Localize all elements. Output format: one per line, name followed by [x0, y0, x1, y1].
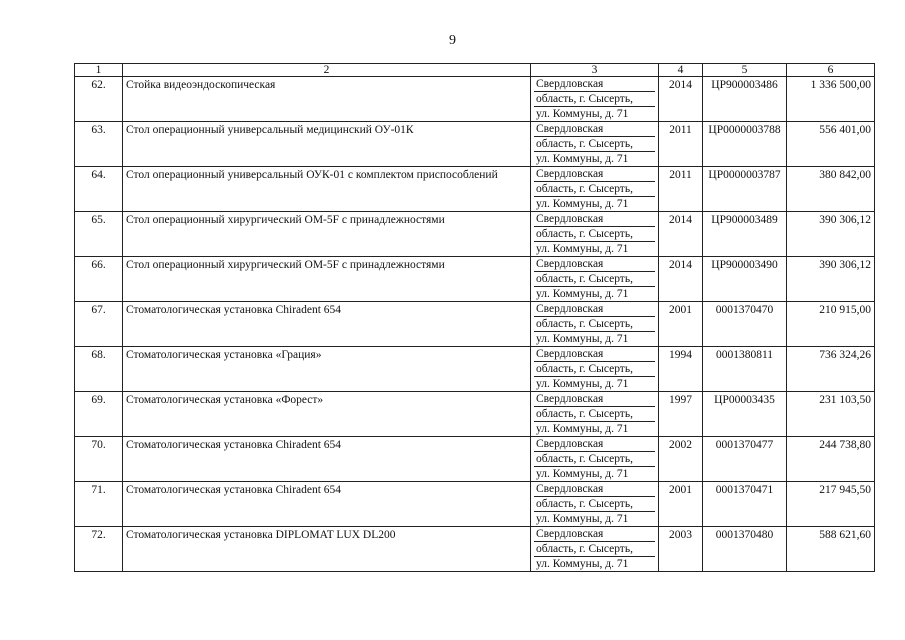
- asset-name: Стоматологическая установка Chiradent 654: [123, 302, 531, 347]
- inventory-number: 0001380811: [703, 347, 787, 392]
- inventory-number: ЦР900003486: [703, 77, 787, 122]
- address-line: ул. Коммуны, д. 71: [536, 558, 629, 570]
- address-line: Свердловская: [534, 392, 655, 407]
- asset-address: [531, 347, 659, 392]
- commission-year: 1994: [659, 347, 703, 392]
- row-number: 68.: [75, 347, 123, 392]
- asset-address: [531, 257, 659, 302]
- address-line: область, г. Сысерть,: [534, 272, 655, 287]
- commission-year: 2011: [659, 122, 703, 167]
- book-value: 390 306,12: [787, 257, 875, 302]
- page-number: 9: [449, 33, 456, 48]
- inventory-number: ЦР0000003787: [703, 167, 787, 212]
- address-line: область, г. Сысерть,: [534, 497, 655, 512]
- table-row: [75, 77, 875, 122]
- column-header: 4: [659, 64, 703, 77]
- row-number: 67.: [75, 302, 123, 347]
- address-line: область, г. Сысерть,: [534, 182, 655, 197]
- address-line: Свердловская: [534, 482, 655, 497]
- address-line: область, г. Сысерть,: [534, 407, 655, 422]
- address-line: Свердловская: [534, 212, 655, 227]
- row-number: 66.: [75, 257, 123, 302]
- asset-name: Стоматологическая установка Chiradent 654: [123, 482, 531, 527]
- table-row: [75, 167, 875, 212]
- table-row: [75, 122, 875, 167]
- table-row: [75, 392, 875, 437]
- book-value: 588 621,60: [787, 527, 875, 572]
- book-value: 1 336 500,00: [787, 77, 875, 122]
- inventory-number: 0001370471: [703, 482, 787, 527]
- column-header: 6: [787, 64, 875, 77]
- asset-registry-table: [74, 63, 875, 572]
- book-value: 556 401,00: [787, 122, 875, 167]
- column-number-row: [75, 64, 875, 77]
- address-line: Свердловская: [534, 77, 655, 92]
- address-line: Свердловская: [534, 527, 655, 542]
- inventory-number: 0001370470: [703, 302, 787, 347]
- table-row: [75, 212, 875, 257]
- asset-address: [531, 437, 659, 482]
- asset-address: [531, 167, 659, 212]
- table-row: [75, 482, 875, 527]
- commission-year: 2002: [659, 437, 703, 482]
- column-header: 3: [531, 64, 659, 77]
- asset-address: [531, 527, 659, 572]
- address-line: ул. Коммуны, д. 71: [536, 333, 629, 345]
- book-value: 244 738,80: [787, 437, 875, 482]
- inventory-number: 0001370477: [703, 437, 787, 482]
- address-line: область, г. Сысерть,: [534, 137, 655, 152]
- inventory-number: ЦР900003489: [703, 212, 787, 257]
- address-line: ул. Коммуны, д. 71: [536, 468, 629, 480]
- row-number: 64.: [75, 167, 123, 212]
- address-line: Свердловская: [534, 122, 655, 137]
- address-line: ул. Коммуны, д. 71: [536, 513, 629, 525]
- address-line: область, г. Сысерть,: [534, 542, 655, 557]
- asset-name: Стойка видеоэндоскопическая: [123, 77, 531, 122]
- address-line: область, г. Сысерть,: [534, 92, 655, 107]
- commission-year: 2001: [659, 302, 703, 347]
- book-value: 210 915,00: [787, 302, 875, 347]
- column-header: 2: [123, 64, 531, 77]
- book-value: 380 842,00: [787, 167, 875, 212]
- address-line: область, г. Сысерть,: [534, 362, 655, 377]
- address-line: Свердловская: [534, 347, 655, 362]
- address-line: Свердловская: [534, 437, 655, 452]
- table-row: [75, 347, 875, 392]
- address-line: Свердловская: [534, 257, 655, 272]
- table-row: [75, 302, 875, 347]
- commission-year: 2014: [659, 257, 703, 302]
- address-line: ул. Коммуны, д. 71: [536, 378, 629, 390]
- asset-name: Стоматологическая установка «Грация»: [123, 347, 531, 392]
- commission-year: 2014: [659, 77, 703, 122]
- commission-year: 1997: [659, 392, 703, 437]
- row-number: 62.: [75, 77, 123, 122]
- commission-year: 2003: [659, 527, 703, 572]
- commission-year: 2011: [659, 167, 703, 212]
- book-value: 736 324,26: [787, 347, 875, 392]
- asset-name: Стол операционный универсальный медицинский ОУ-01К: [123, 122, 531, 167]
- asset-name: Стоматологическая установка DIPLOMAT LUX DL200: [123, 527, 531, 572]
- asset-address: [531, 212, 659, 257]
- column-header: 1: [75, 64, 123, 77]
- table-row: [75, 437, 875, 482]
- asset-address: [531, 482, 659, 527]
- address-line: ул. Коммуны, д. 71: [536, 153, 629, 165]
- asset-name: Стол операционный хирургический ОМ-5F с принадлежностями: [123, 257, 531, 302]
- asset-address: [531, 122, 659, 167]
- address-line: ул. Коммуны, д. 71: [536, 423, 629, 435]
- table-row: [75, 527, 875, 572]
- row-number: 63.: [75, 122, 123, 167]
- inventory-number: 0001370480: [703, 527, 787, 572]
- asset-address: [531, 392, 659, 437]
- row-number: 65.: [75, 212, 123, 257]
- address-line: область, г. Сысерть,: [534, 317, 655, 332]
- row-number: 71.: [75, 482, 123, 527]
- column-header: 5: [703, 64, 787, 77]
- asset-name: Стол операционный универсальный ОУК-01 с комплектом приспособлений: [123, 167, 531, 212]
- row-number: 70.: [75, 437, 123, 482]
- inventory-number: ЦР0000003788: [703, 122, 787, 167]
- table-row: [75, 257, 875, 302]
- address-line: ул. Коммуны, д. 71: [536, 108, 629, 120]
- row-number: 69.: [75, 392, 123, 437]
- address-line: область, г. Сысерть,: [534, 227, 655, 242]
- asset-address: [531, 302, 659, 347]
- row-number: 72.: [75, 527, 123, 572]
- asset-name: Стоматологическая установка «Форест»: [123, 392, 531, 437]
- address-line: ул. Коммуны, д. 71: [536, 288, 629, 300]
- commission-year: 2001: [659, 482, 703, 527]
- address-line: область, г. Сысерть,: [534, 452, 655, 467]
- address-line: ул. Коммуны, д. 71: [536, 243, 629, 255]
- asset-address: [531, 77, 659, 122]
- inventory-number: ЦР900003490: [703, 257, 787, 302]
- address-line: Свердловская: [534, 167, 655, 182]
- asset-name: Стоматологическая установка Chiradent 654: [123, 437, 531, 482]
- asset-name: Стол операционный хирургический ОМ-5F с принадлежностями: [123, 212, 531, 257]
- address-line: ул. Коммуны, д. 71: [536, 198, 629, 210]
- book-value: 217 945,50: [787, 482, 875, 527]
- inventory-number: ЦР00003435: [703, 392, 787, 437]
- commission-year: 2014: [659, 212, 703, 257]
- book-value: 231 103,50: [787, 392, 875, 437]
- book-value: 390 306,12: [787, 212, 875, 257]
- address-line: Свердловская: [534, 302, 655, 317]
